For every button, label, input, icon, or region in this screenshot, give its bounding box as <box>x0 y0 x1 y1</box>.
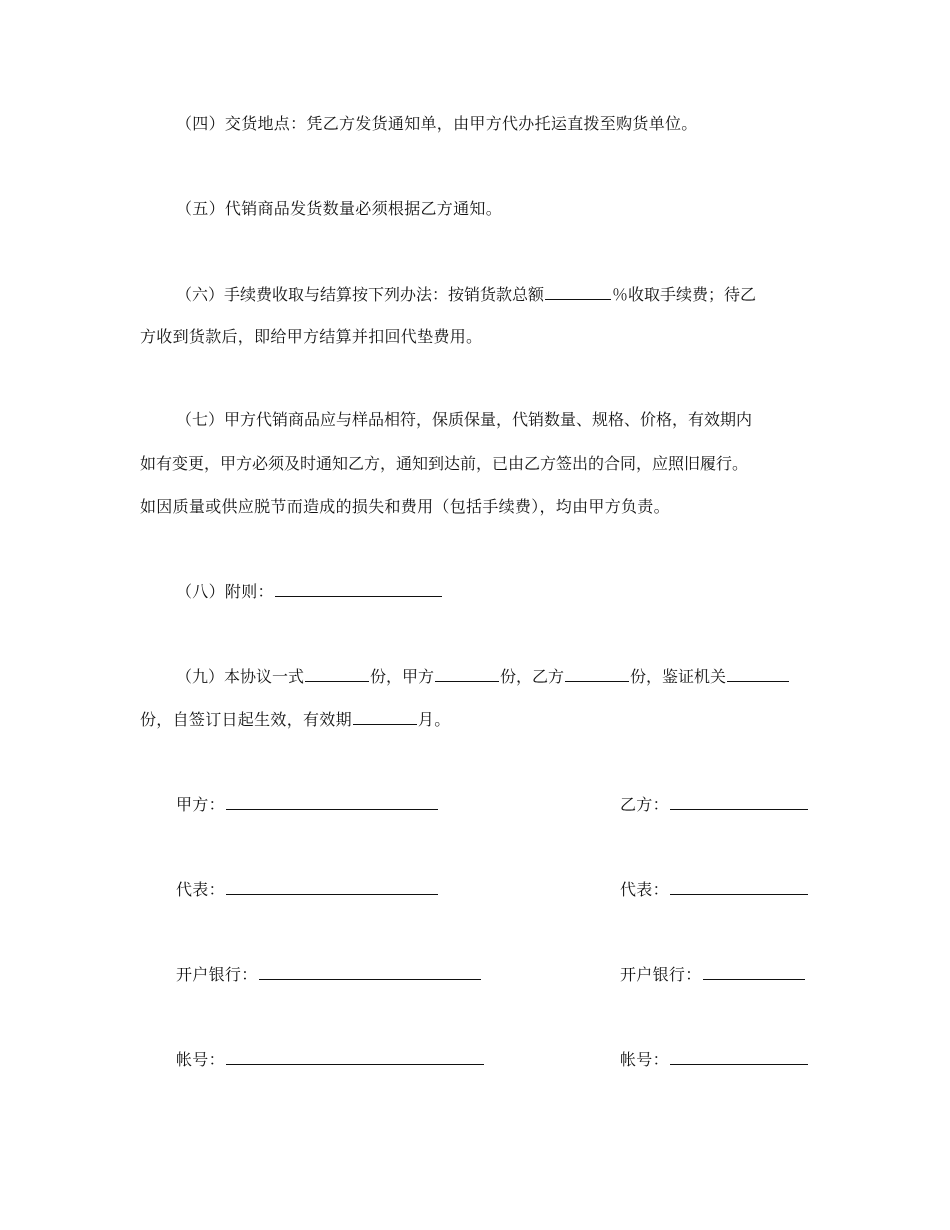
clause-7-line-1 <box>176 409 820 431</box>
clause-4 <box>176 113 820 135</box>
clause-6-text-b: ％收取手续费；待乙 <box>612 285 757 304</box>
party-a-rep-blank[interactable] <box>226 878 438 895</box>
party-a-blank[interactable] <box>226 793 438 810</box>
party-b-bank-row <box>620 963 806 986</box>
party-b-account-row <box>620 1048 809 1071</box>
clause-9-text-e: 份，自签订日起生效，有效期 <box>140 710 352 729</box>
party-b-bank-label: 开户银行： <box>620 965 702 984</box>
party-a-rep-label: 代表： <box>176 880 225 899</box>
clause-9-text-d: 份，鉴证机关 <box>630 667 727 686</box>
clause-4-text: （四）交货地点：凭乙方发货通知单，由甲方代办托运直拨至购货单位。 <box>176 114 698 133</box>
party-a-bank-row <box>176 963 482 986</box>
party-a-row <box>176 793 439 816</box>
clause-9-line-2 <box>140 708 820 731</box>
party-b-bank-blank[interactable] <box>703 963 805 980</box>
party-b-rep-label: 代表： <box>620 880 669 899</box>
party-b-rep-row <box>620 878 809 901</box>
clause-9-text-c: 份，乙方 <box>500 667 565 686</box>
clause-7-text-3: 如因质量或供应脱节而造成的损失和费用（包括手续费），均由甲方负责。 <box>140 497 670 516</box>
party-b-label: 乙方： <box>620 795 669 814</box>
party-a-rep-row <box>176 878 439 901</box>
clause-6-text-c: 方收到货款后，即给甲方结算并扣回代垫费用。 <box>140 327 483 346</box>
fee-percent-blank[interactable] <box>545 283 611 300</box>
copies-total-blank[interactable] <box>305 665 369 682</box>
clause-9-text-a: （九）本协议一式 <box>176 667 305 686</box>
clause-5 <box>176 198 820 220</box>
clause-6-line-2 <box>140 326 820 348</box>
clause-7-line-3 <box>140 496 820 518</box>
clause-8-text: （八）附则： <box>176 582 274 601</box>
appendix-blank[interactable] <box>275 580 442 597</box>
clause-5-text: （五）代销商品发货数量必须根据乙方通知。 <box>176 199 503 218</box>
party-a-account-row <box>176 1048 485 1071</box>
clause-6-text-a: （六）手续费收取与结算按下列办法：按销货款总额 <box>176 285 545 304</box>
validity-months-blank[interactable] <box>353 708 417 725</box>
party-a-bank-label: 开户银行： <box>176 965 258 984</box>
clause-8 <box>176 580 820 603</box>
party-a-account-blank[interactable] <box>226 1048 484 1065</box>
party-a-label: 甲方： <box>176 795 225 814</box>
clause-9-text-f: 月。 <box>417 710 451 729</box>
clause-7-text-2: 如有变更，甲方必须及时通知乙方，通知到达前，已由乙方签出的合同，应照旧履行。 <box>140 454 749 473</box>
party-b-rep-blank[interactable] <box>670 878 808 895</box>
clause-7-line-2 <box>140 453 820 475</box>
clause-9-text-b: 份，甲方 <box>370 667 435 686</box>
copies-authority-blank[interactable] <box>727 665 789 682</box>
clause-7-text-1: （七）甲方代销商品应与样品相符，保质保量，代销数量、规格、价格，有效期内 <box>176 410 753 429</box>
party-a-bank-blank[interactable] <box>259 963 481 980</box>
party-b-account-blank[interactable] <box>670 1048 808 1065</box>
copies-party-a-blank[interactable] <box>435 665 499 682</box>
party-b-row <box>620 793 809 816</box>
party-b-account-label: 帐号： <box>620 1050 669 1069</box>
party-b-blank[interactable] <box>670 793 808 810</box>
clause-9-line-1 <box>176 665 820 688</box>
party-a-account-label: 帐号： <box>176 1050 225 1069</box>
copies-party-b-blank[interactable] <box>565 665 629 682</box>
clause-6-line-1 <box>176 283 820 306</box>
